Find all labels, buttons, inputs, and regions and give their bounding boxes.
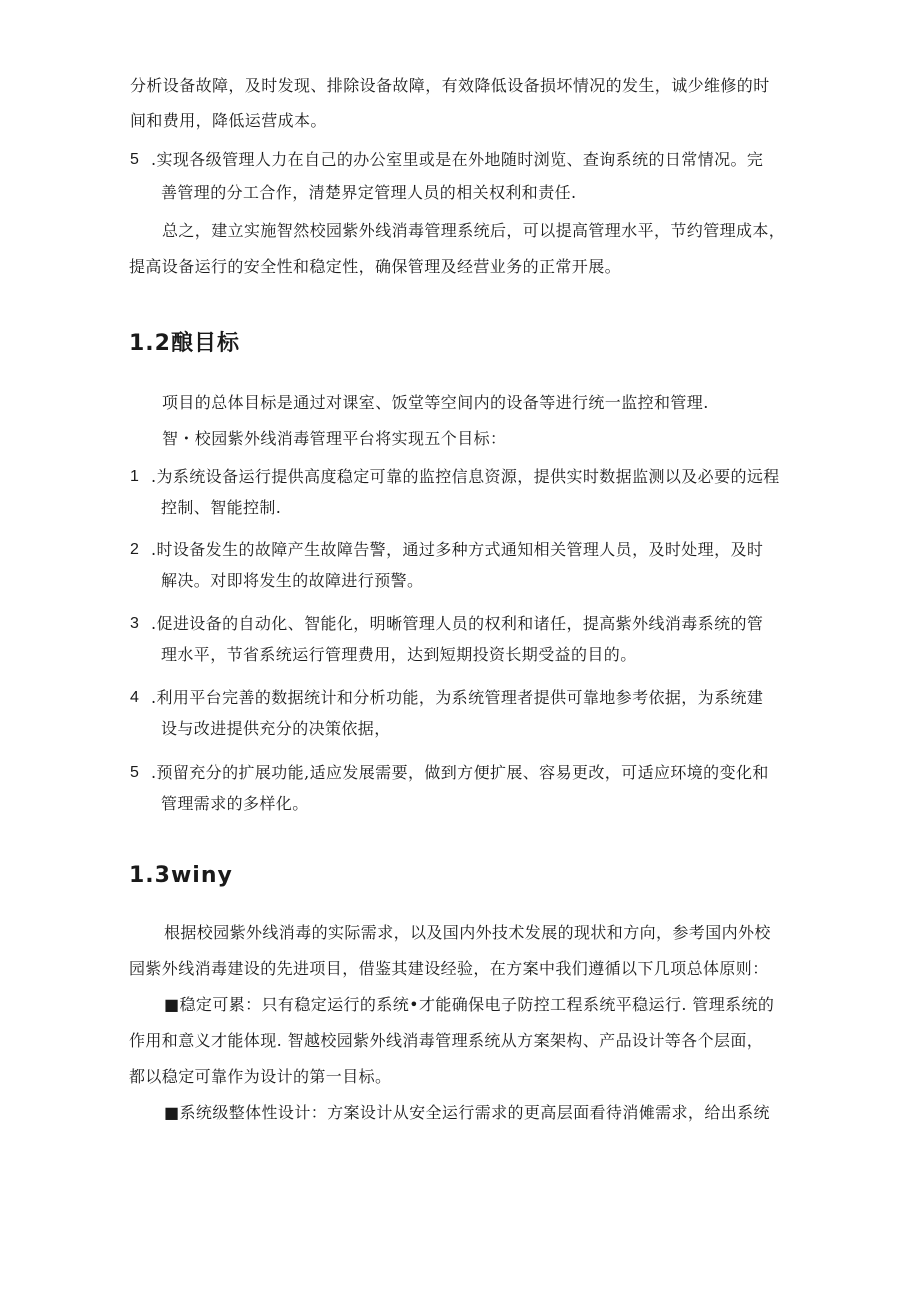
list-item-line-1: .利用平台完善的数据统计和分析功能，为系统管理者提供可靠地参考依据，为系统建 [151, 688, 764, 707]
bullet-2-line-1: ■系统级整体性设计：方案设计从安全运行需求的更高层面看待消傩需求，给出系统 [164, 1103, 770, 1122]
list-item-line-1: .实现各级管理人力在自己的办公室里或是在外地随时浏览、查询系统的日常情况。完 [151, 150, 764, 169]
list-item-number: 1 [130, 468, 139, 485]
list-item-line-1: .预留充分的扩展功能,适应发展需要，做到方便扩展、容易更改，可适应环境的变化和 [151, 763, 769, 782]
bullet-1-line-2: 作用和意义才能体现. 智越校园紫外线消毒管理系统从方案架构、产品设计等各个层面， [129, 1031, 764, 1050]
list-item-line-2: 理水平，节省系统运行管理费用，达到短期投资长期受益的目的。 [161, 645, 637, 664]
list-item-line-1: .时设备发生的故障产生故障告警，通过多种方式通知相关管理人员，及时处理，及时 [151, 540, 764, 559]
list-item-line-2: 解决。对即将发生的故障进行预警。 [161, 571, 424, 590]
list-item-line-2: 控制、智能控制. [161, 498, 282, 517]
list-item-number: 3 [130, 615, 139, 632]
list-item-number: 4 [130, 689, 139, 706]
list-item-line-2: 善管理的分工合作，清楚界定管理人员的相关权利和责任. [161, 183, 577, 202]
bullet-1-line-1: ■稳定可累：只有稳定运行的系统•才能确保电子防控工程系统平稳运行. 管理系统的 [164, 995, 775, 1014]
intro-line-1: 分析设备故障，及时发现、排除设备故障，有效降低设备损坏情况的发生，诚少维修的时 [130, 76, 770, 95]
section-1-2-para-1: 项目的总体目标是通过对课室、饭堂等空间内的设备等进行统一监控和管理. [162, 393, 709, 412]
list-item-line-1: .为系统设备运行提供高度稳定可靠的监控信息资源，提供实时数据监测以及必要的远程 [151, 467, 780, 486]
list-item-number: 5 [130, 764, 139, 781]
summary-line-2: 提高设备运行的安全性和稳定性，确保管理及经营业务的正常开展。 [129, 257, 622, 276]
list-item-number: 2 [130, 541, 139, 558]
section-1-3-para-line-2: 园紫外线消毒建设的先进项目，借鉴其建设经验，在方案中我们遵循以下几项总体原则： [129, 959, 769, 978]
intro-line-2: 间和费用，降低运营成本。 [130, 111, 327, 130]
summary-line-1: 总之，建立实施智然校园紫外线消毒管理系统后，可以提高管理水平，节约管理成本， [162, 221, 786, 240]
list-item-number: 5 [130, 151, 139, 168]
section-1-3-para-line-1: 根据校园紫外线消毒的实际需求，以及国内外技术发展的现状和方向，参考国内外校 [164, 923, 771, 942]
list-item-line-2: 管理需求的多样化。 [161, 794, 309, 813]
section-heading-1-2: 1.2酿目标 [129, 331, 240, 356]
section-1-2-para-2: 智・校园紫外线消毒管理平台将实现五个目标： [162, 429, 507, 448]
bullet-1-line-3: 都以稳定可靠作为设计的第一目标。 [129, 1067, 392, 1086]
list-item-line-2: 设与改进提供充分的决策依据， [161, 719, 391, 738]
section-heading-1-3: 1.3winy [129, 863, 233, 888]
list-item-line-1: .促进设备的自动化、智能化，明晰管理人员的权利和诸任，提高紫外线消毒系统的管 [151, 614, 764, 633]
